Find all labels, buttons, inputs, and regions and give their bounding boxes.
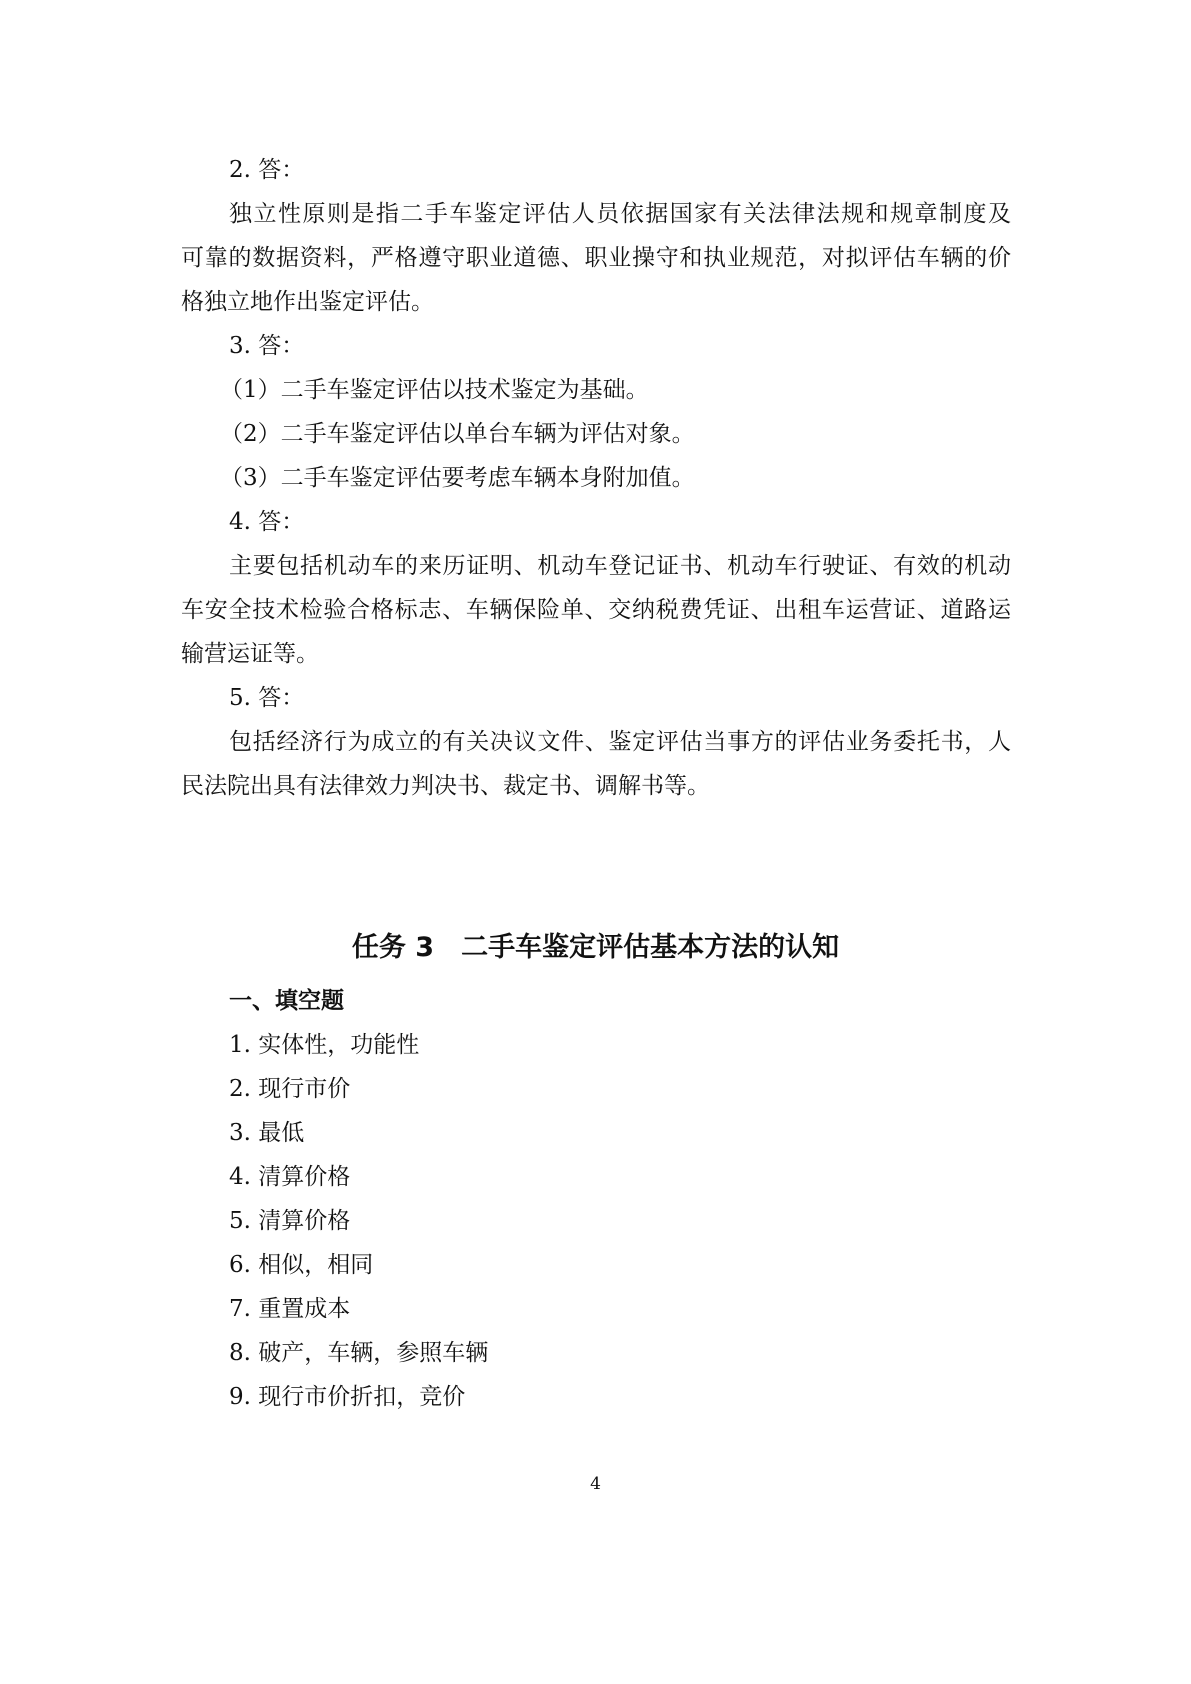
fill-answer-8: 8. 破产，车辆，参照车辆 <box>229 1340 489 1366</box>
answer-2-label: 2. 答： <box>229 157 305 183</box>
fill-answer-9: 9. 现行市价折扣，竞价 <box>229 1384 466 1410</box>
answer-5-line-2: 民法院出具有法律效力判决书、裁定书、调解书等。 <box>181 773 710 799</box>
answer-3-label: 3. 答： <box>229 333 305 359</box>
answer-3-item-2: （2）二手车鉴定评估以单台车辆为评估对象。 <box>220 421 695 447</box>
answer-3-item-3: （3）二手车鉴定评估要考虑车辆本身附加值。 <box>220 465 695 491</box>
answer-5-line-1: 包括经济行为成立的有关决议文件、鉴定评估当事方的评估业务委托书，人 <box>229 729 1011 755</box>
answer-4-line-3: 输营运证等。 <box>181 641 319 667</box>
answer-4-line-1: 主要包括机动车的来历证明、机动车登记证书、机动车行驶证、有效的机动 <box>229 553 1011 579</box>
task-3-title: 任务 3 二手车鉴定评估基本方法的认知 <box>351 932 840 963</box>
answer-2-line-2: 可靠的数据资料，严格遵守职业道德、职业操守和执业规范，对拟评估车辆的价 <box>181 245 1011 271</box>
fill-answer-3: 3. 最低 <box>229 1120 305 1146</box>
fill-answer-2: 2. 现行市价 <box>229 1076 351 1102</box>
answer-3-item-1: （1）二手车鉴定评估以技术鉴定为基础。 <box>220 377 649 403</box>
answer-2-line-3: 格独立地作出鉴定评估。 <box>181 289 434 315</box>
section-fill-in-blank-heading: 一、填空题 <box>229 988 344 1014</box>
fill-answer-1: 1. 实体性，功能性 <box>229 1032 420 1058</box>
answer-2-line-1: 独立性原则是指二手车鉴定评估人员依据国家有关法律法规和规章制度及 <box>229 201 1011 227</box>
fill-answer-5: 5. 清算价格 <box>229 1208 351 1234</box>
fill-answer-6: 6. 相似，相同 <box>229 1252 374 1278</box>
answer-4-line-2: 车安全技术检验合格标志、车辆保险单、交纳税费凭证、出租车运营证、道路运 <box>181 597 1011 623</box>
answer-4-label: 4. 答： <box>229 509 305 535</box>
fill-answer-7: 7. 重置成本 <box>229 1296 351 1322</box>
page-number: 4 <box>590 1474 601 1494</box>
fill-answer-4: 4. 清算价格 <box>229 1164 351 1190</box>
answer-5-label: 5. 答： <box>229 685 305 711</box>
